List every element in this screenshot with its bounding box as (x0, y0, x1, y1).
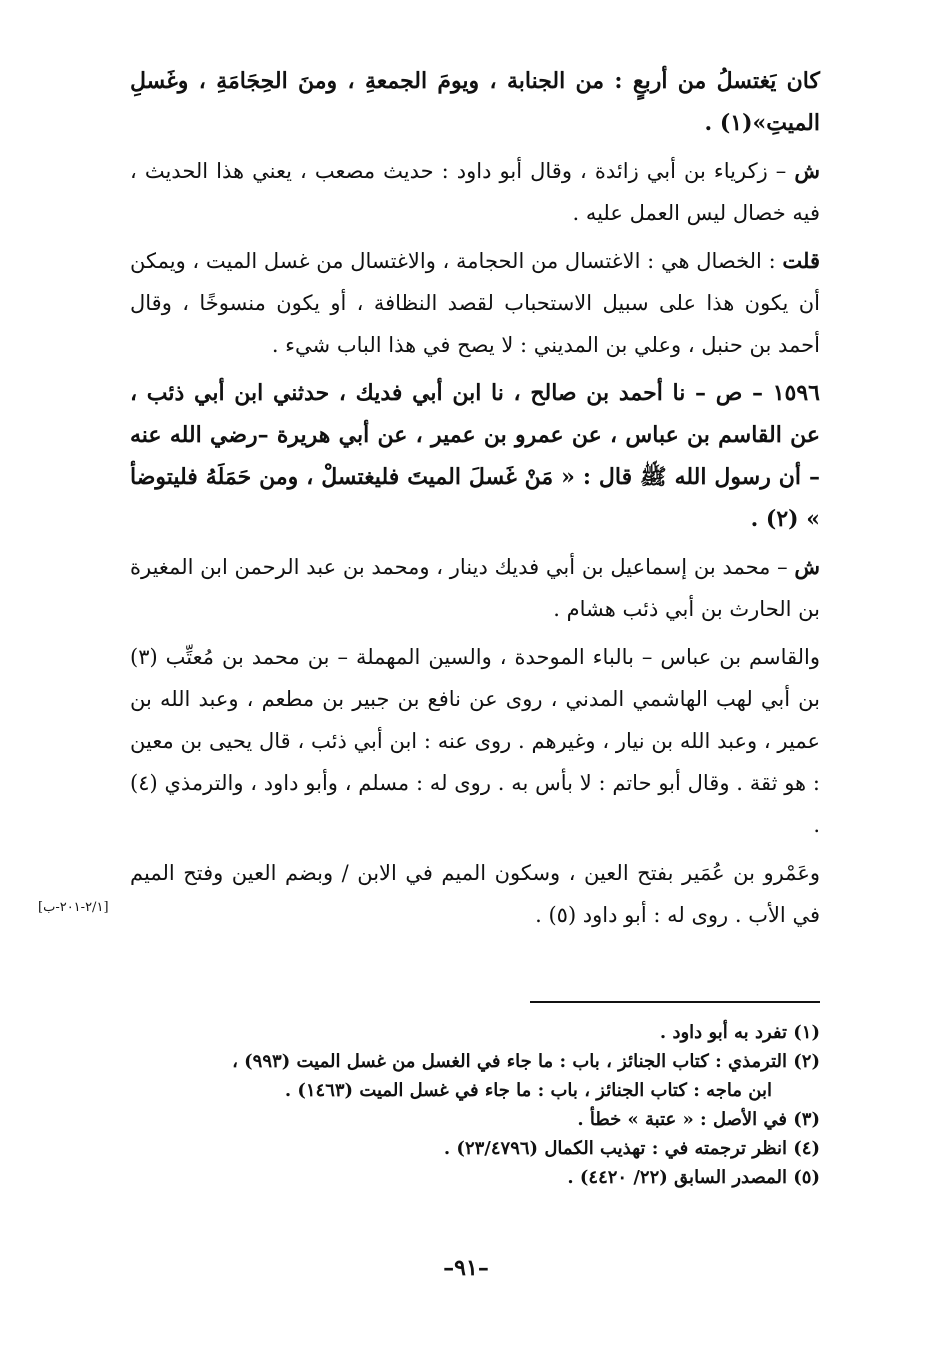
paragraph-qasim-bin-abbas: والقاسم بن عباس – بالباء الموحدة ، والسين المهملة – بن محمد بن مُعتِّب (٣) بن أبي لهب الهاشمي المدني ، روى عن نافع بن جبير بن مطعم ، وعبد الله بن عمير ، وعبد الله بن نيار ، وغيرهم . روى عنه : ابن أبي ذئب ، قال يحيى بن معين : هو ثقة . وقال أبو حاتم : لا بأس به . روى له : مسلم ، وأبو داود ، والترمذي (٤) . (130, 645, 820, 837)
paragraph-commentary-ibn-abi-fudayk: ش – محمد بن إسماعيل بن أبي فديك دينار ، ومحمد بن عبد الرحمن ابن المغيرة بن الحارث بن أبي ذئب هشام . (130, 554, 820, 621)
footnote-4: (٤) انظر ترجمته في : تهذيب الكمال (٢٣/٤٧٩٦) . (443, 1138, 820, 1159)
footnote-3: (٣) في الأصل : « عتبة » خطأ . (577, 1109, 820, 1130)
footnote-2-continuation: ابن ماجه : كتاب الجنائز ، باب : ما جاء في غسل الميت (١٤٦٣) . (284, 1080, 772, 1101)
paragraph-hadith-end: كان يَغتسلُ من أربعٍ : من الجنابة ، ويومَ الجمعةِ ، ومنَ الحِجَامَةِ ، وغَسلِ الميتِ»(١) . (130, 68, 820, 136)
paragraph-qultu: قلت : الخصال هي : الاغتسال من الحجامة ، والاغتسال من غسل الميت ، ويمكن أن يكون هذا على سبيل الاستحباب لقصد النظافة ، أو يكون منسوخًا ، وقال أحمد بن حنبل ، وعلي بن المديني : لا يصح في هذا الباب شيء . (130, 248, 820, 357)
page-number: –٩١– (443, 1255, 489, 1281)
main-text (130, 60, 820, 936)
footnote-2: (٢) الترمذي : كتاب الجنائز ، باب : ما جاء في الغسل من غسل الميت (٩٩٣) ، (232, 1051, 820, 1072)
footnote-5: (٥) المصدر السابق (٢٢/ ٤٤٢٠) . (567, 1167, 820, 1188)
footnotes (130, 1018, 820, 1192)
footnote-divider (530, 1001, 820, 1003)
paragraph-hadith-1596: ١٥٩٦ – ص – نا أحمد بن صالح ، نا ابن أبي فديك ، حدثني ابن أبي ذئب ، عن القاسم بن عباس ، عن عمرو بن عمير ، عن أبي هريرة –رضي الله عنه – أن رسول الله ﷺ قال : « مَنْ غَسلَ الميتَ فليغتسلْ ، ومن حَمَلَهُ فليتوضأ » (٢) . (130, 380, 820, 532)
paragraph-commentary-zakariya: ش – زكرياء بن أبي زائدة ، وقال أبو داود : حديث مصعب ، يعني هذا الحديث ، فيه خصال ليس العمل عليه . (130, 158, 820, 225)
paragraph-amr-bin-umayr: وعَمْرو بن عُمَير بفتح العين ، وسكون الميم في الابن / وبضم العين وفتح الميم في الأب . روى له : أبو داود (٥) . (130, 861, 820, 927)
manuscript-folio-reference: [٢/١-٢٠١-ب] (38, 900, 109, 915)
footnote-1: (١) تفرد به أبو داود . (659, 1022, 820, 1043)
